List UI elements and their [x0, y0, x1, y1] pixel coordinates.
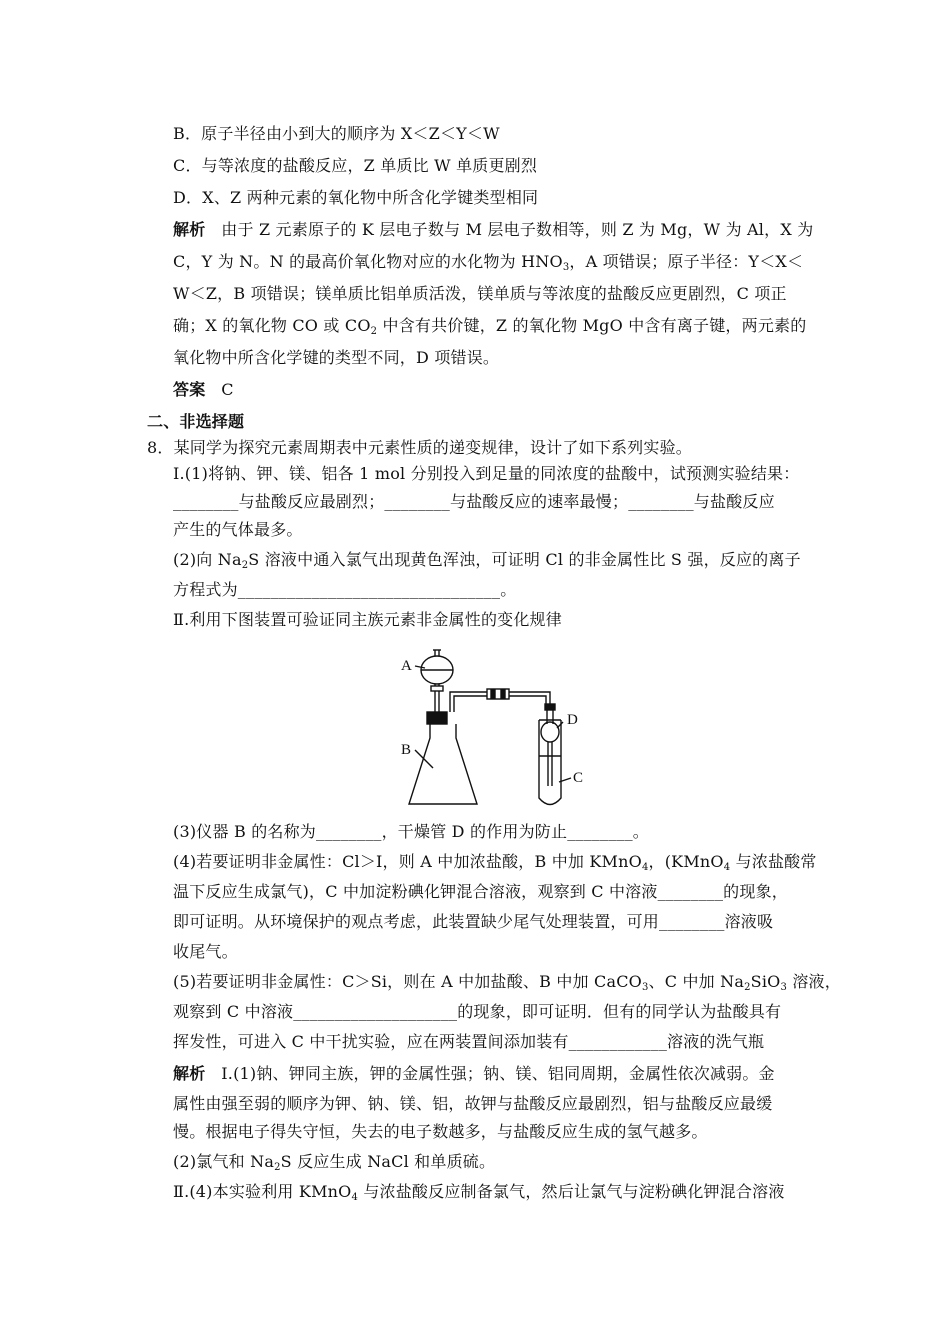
drying-tube-d-bulb	[541, 722, 559, 742]
q8-p4-c: 与浓盐酸常	[730, 852, 817, 871]
q8-p4-sub1: 4	[641, 862, 649, 873]
question8-p1-line3: 产生的气体最多。	[173, 520, 303, 539]
apparatus-figure	[395, 646, 595, 816]
analysis1-label: 解析	[173, 220, 206, 239]
option-b: B．原子半径由小到大的顺序为 X＜Z＜Y＜W	[173, 124, 500, 143]
tube-clamp-left	[491, 690, 495, 698]
label-a-leader	[415, 666, 425, 668]
analysis2-line3: 慢。根据电子得失守恒，失去的电子数越多，与盐酸反应生成的氢气越多。	[173, 1122, 708, 1141]
analysis1-line5: 氧化物中所含化学键的类型不同，D 项错误。	[173, 348, 500, 367]
question8-p3: (3)仪器 B 的名称为________，干燥管 D 的作用为防止________。	[173, 822, 649, 841]
analysis1-line4-sub: 2	[370, 326, 378, 337]
question8-p5-line2: 观察到 C 中溶液____________________的现象，即可证明．但有的同学认为盐酸具有	[173, 1002, 782, 1021]
question8-p5-line3: 挥发性，可进入 C 中干扰实验，应在两装置间添加装有____________溶液的洗气瓶	[173, 1032, 765, 1051]
analysis1-line1-text: 由于 Z 元素原子的 K 层电子数与 M 层电子数相等，则 Z 为 Mg，W 为 Al，X 为	[221, 220, 814, 239]
question8-p4-line1	[173, 852, 817, 872]
answer1	[173, 380, 234, 400]
q8-p5-a: (5)若要证明非金属性：C＞Si，则在 A 中加盐酸、B 中加 CaCO	[173, 972, 642, 991]
analysis2-line4-sub: 2	[274, 1162, 281, 1173]
q8-p5-sub1: 3	[641, 982, 649, 993]
q8-p2-a: (2)向 Na	[173, 550, 242, 569]
q8-p4-b: ，(KMnO	[648, 852, 724, 871]
option-d: D．X、Z 两种元素的氧化物中所含化学键类型相同	[173, 188, 539, 207]
q8-p2-b: S 溶液中通入氯气出现黄色浑浊，可证明 Cl 的非金属性比 S 强，反应的离子	[248, 550, 801, 569]
analysis2-line5-b: 与浓盐酸反应制备氯气，然后让氯气与淀粉碘化钾混合溶液	[358, 1182, 785, 1201]
q8-p5-sub2: 2	[744, 982, 751, 993]
question8-stem: 8．某同学为探究元素周期表中元素性质的递变规律，设计了如下系列实验。	[147, 438, 692, 457]
q8-p4-a: (4)若要证明非金属性：Cl＞I，则 A 中加浓盐酸，B 中加 KMnO	[173, 852, 642, 871]
label-a: A	[401, 658, 412, 674]
q8-p5-d: 溶液，	[787, 972, 841, 991]
analysis2-line5-sub: 4	[351, 1192, 359, 1203]
tube-clamp-right	[501, 690, 505, 698]
analysis1-line2-a: C，Y 为 N。N 的最高价氧化物对应的水化物为 HNO	[173, 252, 563, 271]
q8-p4-sub2: 4	[723, 862, 731, 873]
analysis2-line5-a: Ⅱ.(4)本实验利用 KMnO	[173, 1182, 352, 1201]
analysis2-line4	[173, 1152, 495, 1172]
label-b-leader	[415, 750, 433, 768]
analysis1-line2-sub: 3	[562, 262, 570, 273]
flask-b-body	[409, 724, 477, 804]
q8-p5-sub3: 3	[780, 982, 788, 993]
q8-p5-c: SiO	[750, 972, 781, 991]
question8-p4-line3: 即可证明。从环境保护的观点考虑，此装置缺少尾气处理装置，可用________溶液吸	[173, 912, 774, 931]
q8-p5-b: 、C 中加 Na	[648, 972, 745, 991]
analysis1-line4	[173, 316, 806, 336]
label-b: B	[401, 742, 412, 758]
flask-b-stopper	[427, 712, 447, 724]
analysis1-line3: W＜Z，B 项错误；镁单质比铝单质活泼，镁单质与等浓度的盐酸反应更剧烈，C 项正	[173, 284, 787, 303]
answer1-value: C	[221, 380, 234, 399]
q8-p2-sub: 2	[241, 560, 249, 571]
question8-p1-line2: ________与盐酸反应最剧烈；________与盐酸反应的速率最慢；________与盐酸反应	[173, 492, 775, 511]
question8-p5-line1	[173, 972, 841, 992]
label-d-leader	[557, 722, 563, 728]
question8-p1-line1: Ⅰ.(1)将钠、钾、镁、铝各 1 mol 分别投入到足量的同浓度的盐酸中，试预测实验结果：	[173, 464, 800, 483]
analysis1-line2	[173, 252, 803, 272]
analysis2-line4-a: (2)氯气和 Na	[173, 1152, 275, 1171]
answer1-label: 答案	[173, 380, 206, 399]
analysis2-line4-b: S 反应生成 NaCl 和单质硫。	[280, 1152, 496, 1171]
label-c: C	[573, 770, 584, 786]
question8-p2-line2: 方程式为________________________________。	[173, 580, 517, 599]
analysis1-line2-b: ，A 项错误；原子半径：Y＜X＜	[569, 252, 804, 271]
analysis1-line4-a: 确；X 的氧化物 CO 或 CO	[173, 316, 371, 335]
analysis2-line2: 属性由强至弱的顺序为钾、钠、镁、铝，故钾与盐酸反应最剧烈，铝与盐酸反应最缓	[173, 1094, 773, 1113]
analysis2-line1-text: Ⅰ.(1)钠、钾同主族，钾的金属性强；钠、镁、铝同周期，金属性依次减弱。金	[221, 1064, 775, 1083]
label-d: D	[567, 712, 578, 728]
analysis2-label: 解析	[173, 1064, 206, 1083]
apparatus-drawing	[409, 650, 571, 805]
analysis2-line1	[173, 1064, 775, 1084]
analysis2-line5	[173, 1182, 785, 1202]
question8-p2-line1	[173, 550, 801, 570]
analysis1-line1	[173, 220, 813, 240]
test-tube-c	[539, 720, 561, 805]
analysis1-line4-b: 中含有共价键，Z 的氧化物 MgO 中含有离子键，两元素的	[377, 316, 807, 335]
drying-tube-cap	[545, 704, 555, 710]
question8-p-ii: Ⅱ.利用下图装置可验证同主族元素非金属性的变化规律	[173, 610, 562, 629]
question8-p4-line4: 收尾气。	[173, 942, 238, 961]
funnel-a-stopcock	[431, 686, 443, 691]
apparatus-svg	[395, 646, 595, 816]
option-c: C．与等浓度的盐酸反应，Z 单质比 W 单质更剧烈	[173, 156, 538, 175]
tube-connector	[487, 689, 509, 699]
question8-p4-line2: 温下反应生成氯气)，C 中加淀粉碘化钾混合溶液，观察到 C 中溶液________的现象，	[173, 882, 788, 901]
section-title: 二、非选择题	[147, 412, 245, 431]
